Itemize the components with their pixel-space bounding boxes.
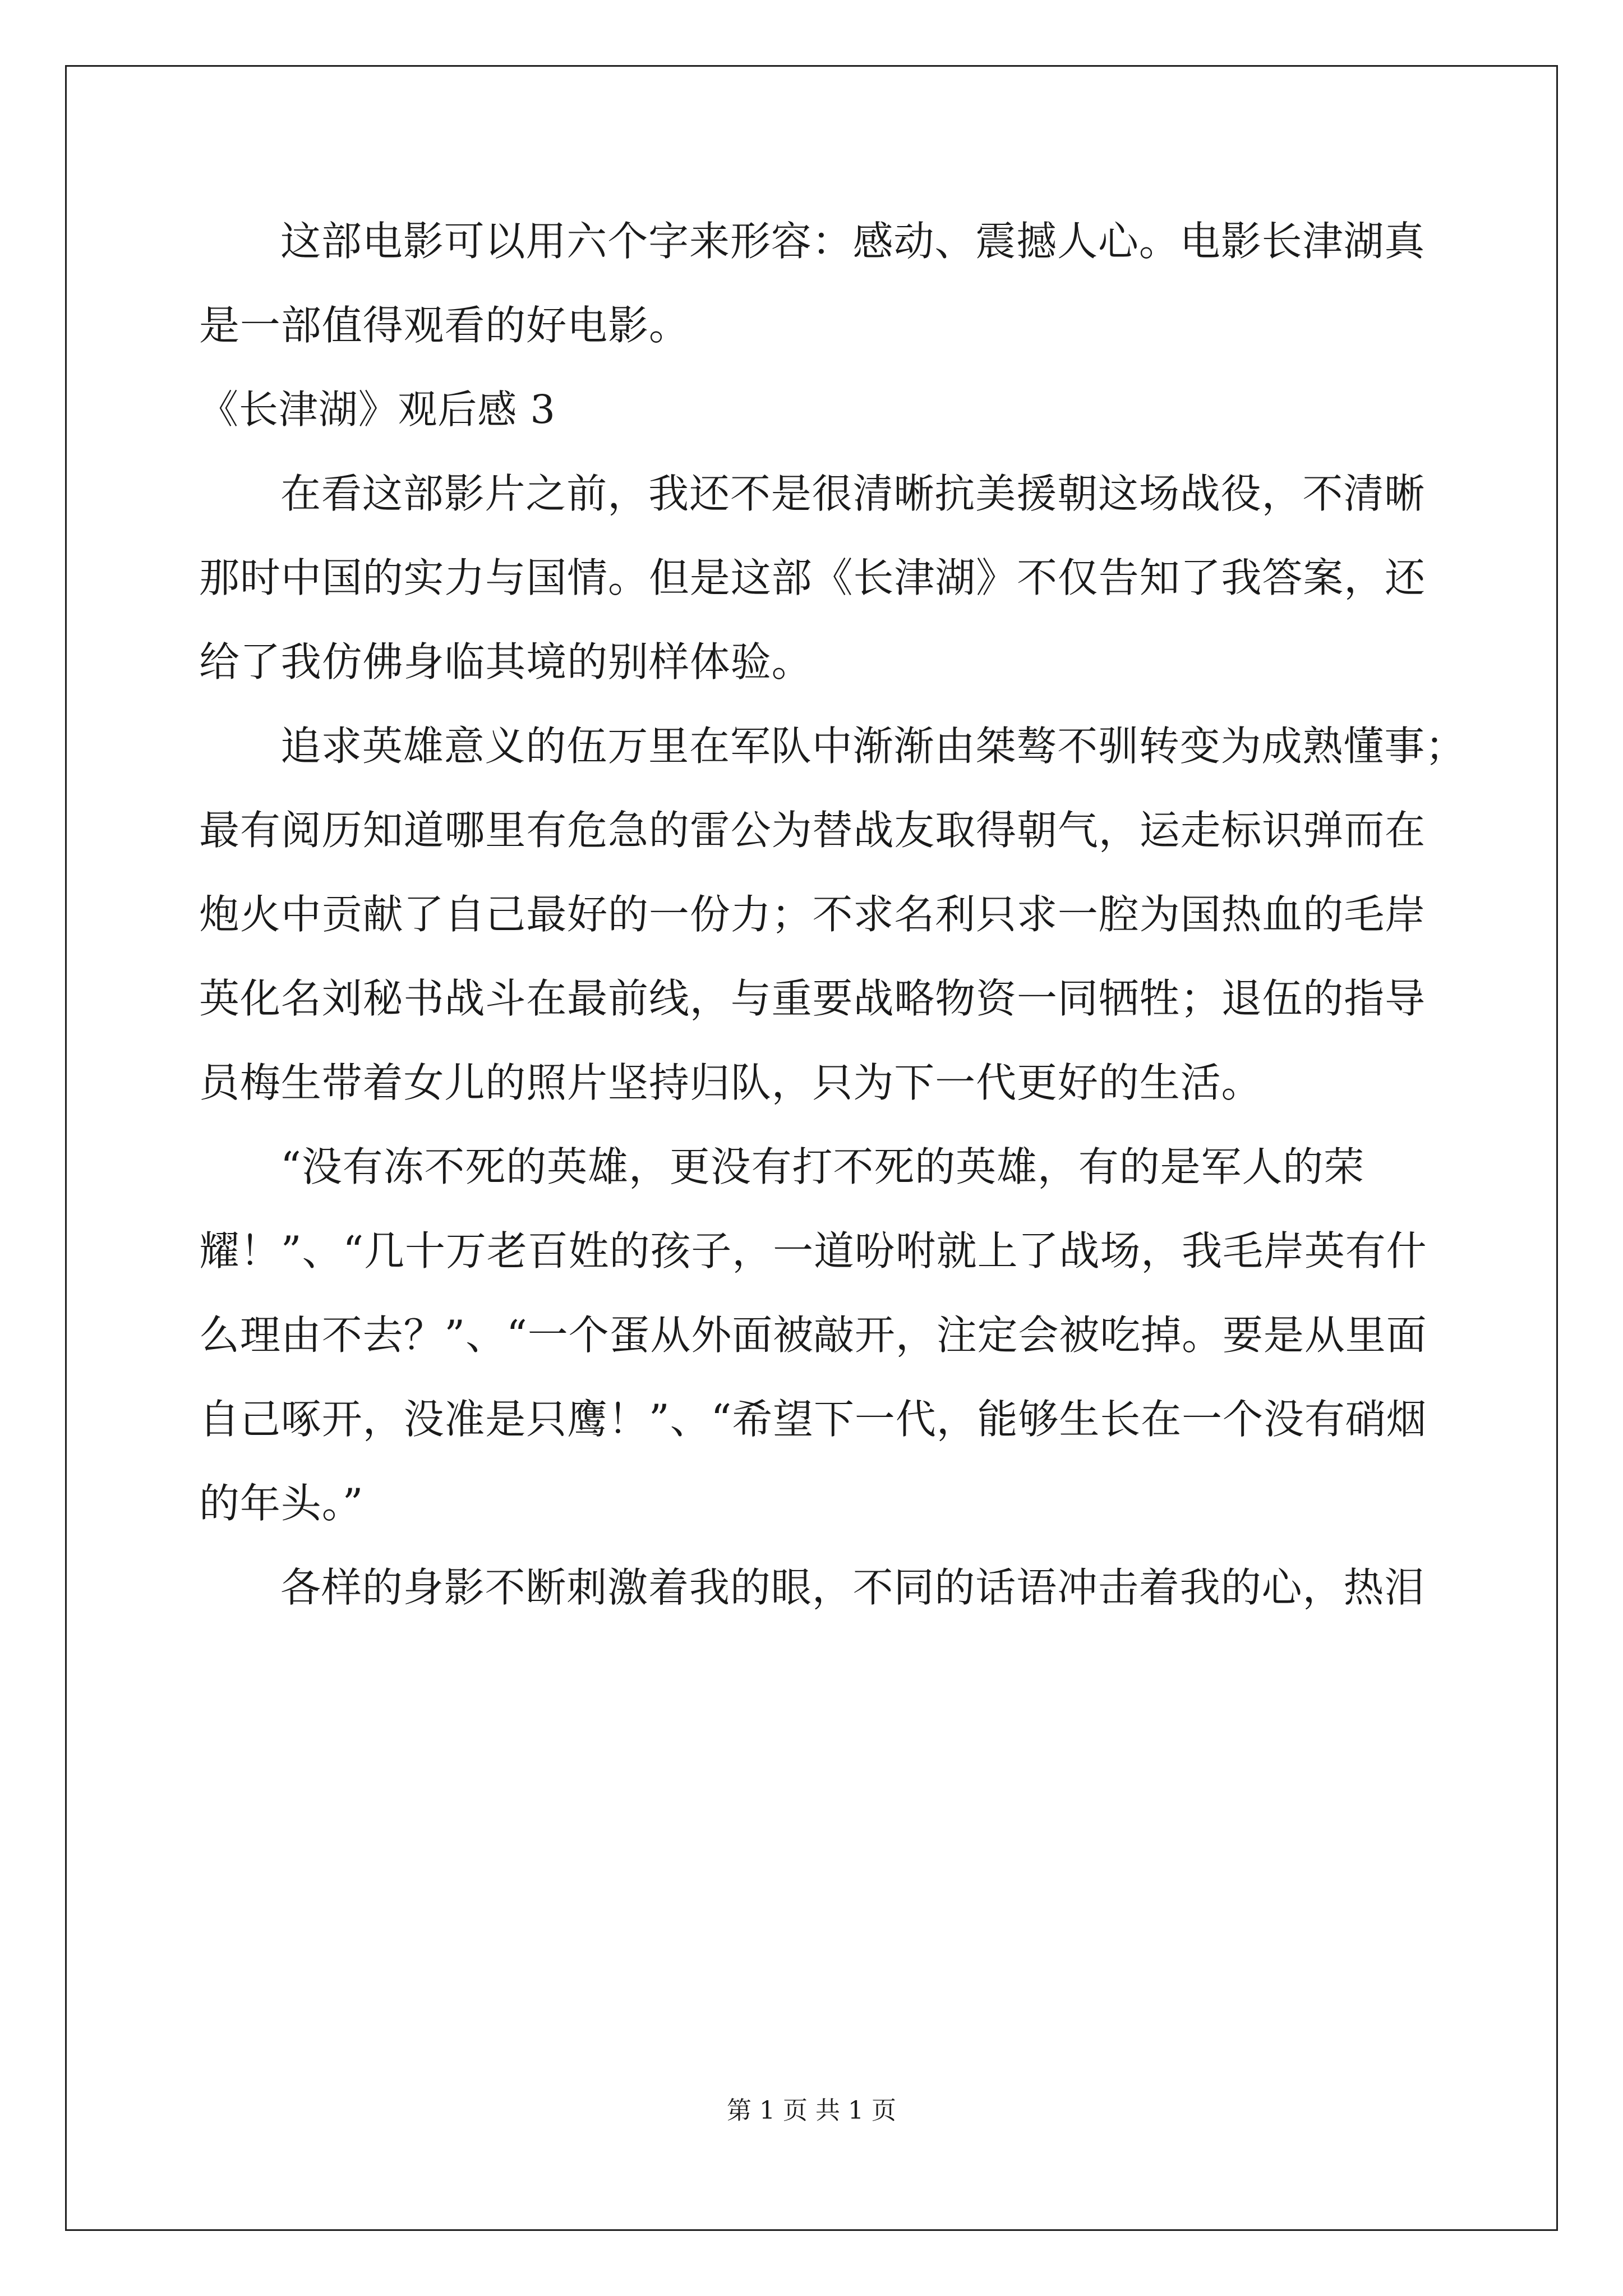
- paragraph-3-line-2: 最有阅历知道哪里有危急的雷公为替战友取得朝气，运走标识弹而在: [199, 807, 1426, 854]
- paragraph-4-line-4: 自己啄开，没准是只鹰！”、“希望下一代，能够生长在一个没有硝烟: [199, 1396, 1427, 1443]
- paragraph-2-line-3: 给了我仿佛身临其境的别样体验。: [199, 638, 813, 685]
- paragraph-4-line-3: 么理由不去？”、“一个蛋从外面被敲开，注定会被吃掉。要是从里面: [199, 1312, 1427, 1359]
- paragraph-2-line-2: 那时中国的实力与国情。但是这部《长津湖》不仅告知了我答案，还: [199, 554, 1426, 601]
- page-footer: 第 1 页 共 1 页: [727, 2096, 896, 2125]
- section-heading: 《长津湖》观后感 3: [199, 386, 556, 432]
- paragraph-1-line-1: 这部电影可以用六个字来形容：感动、震撼人心。电影长津湖真: [280, 218, 1426, 265]
- paragraph-3-line-1: 追求英雄意义的伍万里在军队中渐渐由桀骜不驯转变为成熟懂事；: [280, 723, 1467, 770]
- paragraph-4-line-5: 的年头。”: [199, 1480, 364, 1527]
- paragraph-3-line-4: 英化名刘秘书战斗在最前线，与重要战略物资一同牺牲；退伍的指导: [199, 975, 1426, 1022]
- paragraph-5-line-1: 各样的身影不断刺激着我的眼，不同的话语冲击着我的心，热泪: [280, 1564, 1426, 1611]
- paragraph-4-line-1: “没有冻不死的英雄，更没有打不死的英雄，有的是军人的荣: [280, 1143, 1365, 1190]
- paragraph-3-line-5: 员梅生带着女儿的照片坚持归队，只为下一代更好的生活。: [199, 1059, 1262, 1106]
- paragraph-2-line-1: 在看这部影片之前，我还不是很清晰抗美援朝这场战役，不清晰: [280, 470, 1426, 517]
- paragraph-3-line-3: 炮火中贡献了自己最好的一份力；不求名利只求一腔为国热血的毛岸: [199, 891, 1426, 938]
- paragraph-4-line-2: 耀！”、“几十万老百姓的孩子，一道吩咐就上了战场，我毛岸英有什: [199, 1227, 1427, 1274]
- paragraph-1-line-2: 是一部值得观看的好电影。: [199, 302, 690, 349]
